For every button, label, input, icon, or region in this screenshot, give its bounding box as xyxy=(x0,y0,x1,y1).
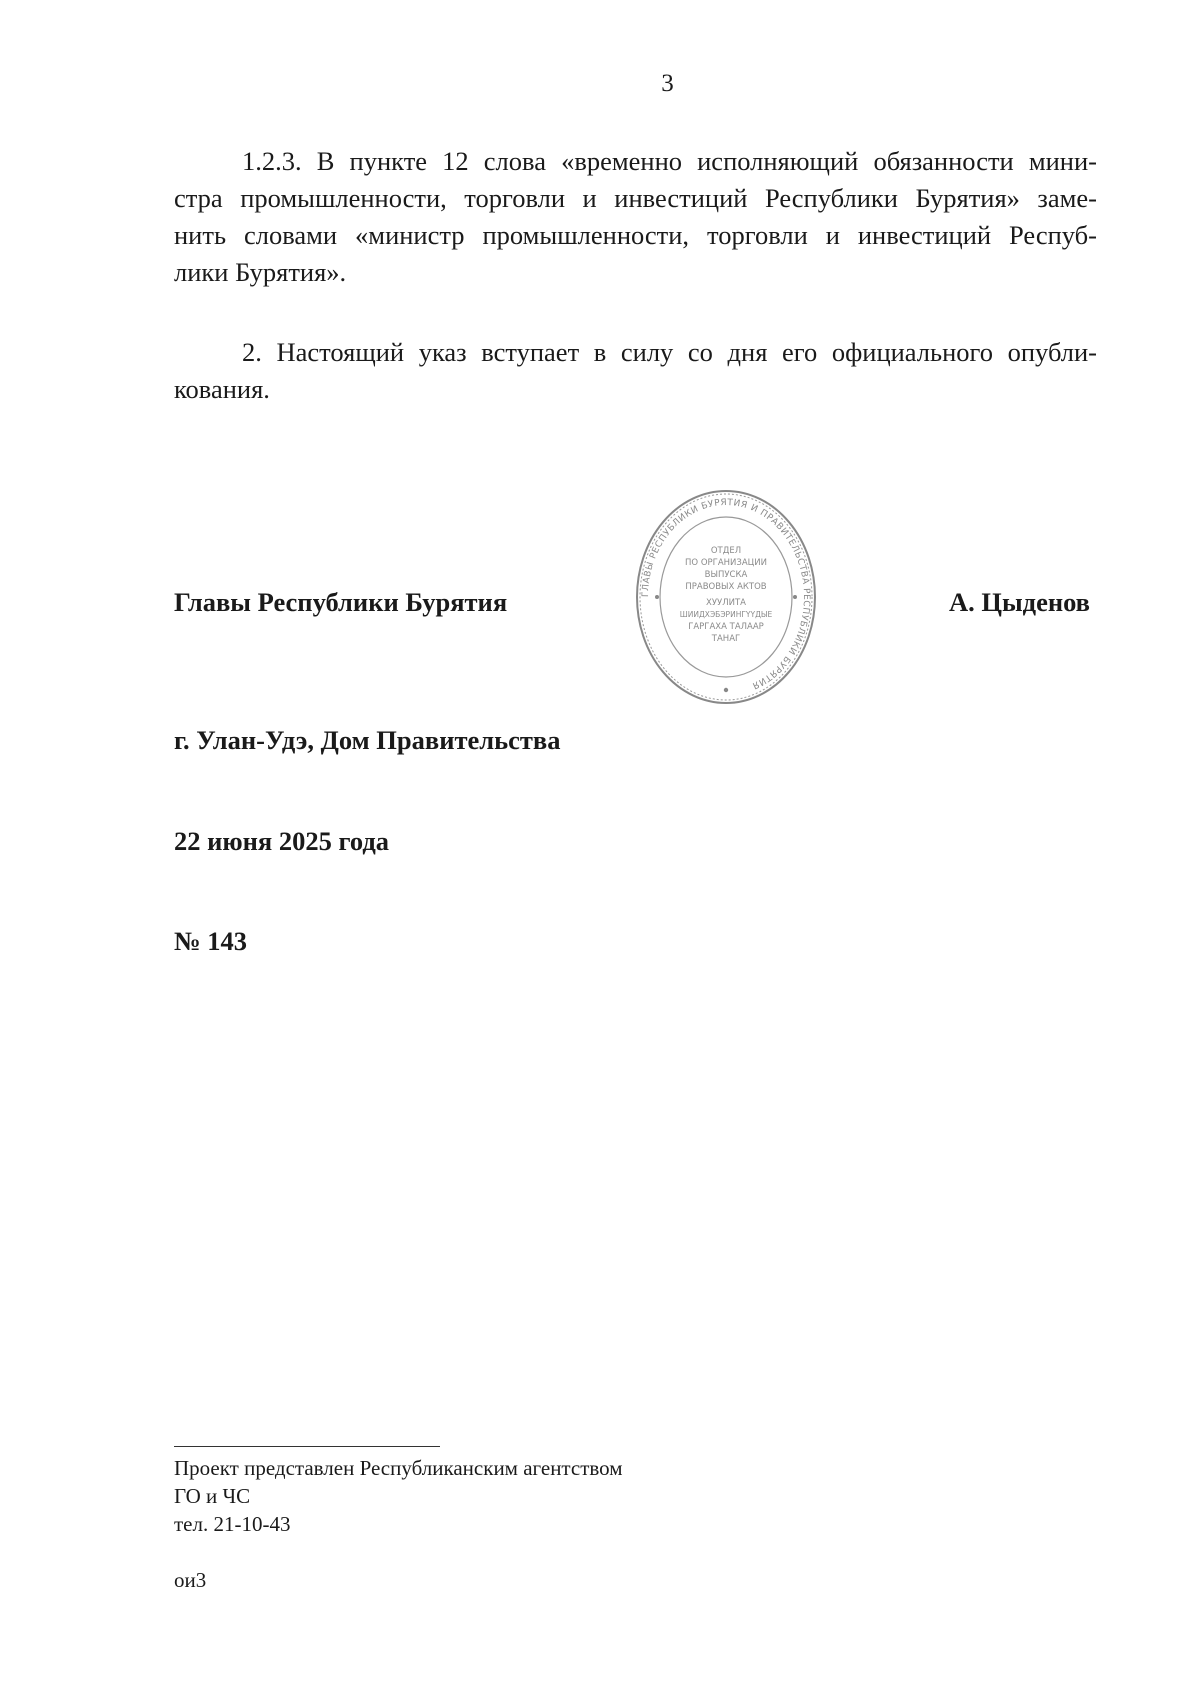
paragraph-line: 1.2.3. В пункте 12 слова «временно исполняющий обязанности мини- xyxy=(242,146,1097,176)
document-code: ои3 xyxy=(174,1568,207,1592)
svg-text:ПО ОРГАНИЗАЦИИ: ПО ОРГАНИЗАЦИИ xyxy=(685,558,767,568)
svg-text:ГАРГАХА ТАЛААР: ГАРГАХА ТАЛААР xyxy=(688,622,764,632)
signatory-name: А. Цыденов xyxy=(948,587,1090,617)
date-of-signing: 22 июня 2025 года xyxy=(174,826,390,856)
signatory-title: Главы Республики Бурятия xyxy=(174,587,508,617)
footnote-divider xyxy=(174,1446,440,1447)
paragraph-line: лики Бурятия». xyxy=(174,257,347,287)
paragraph-amendment-1-2-3 xyxy=(174,143,1097,291)
official-seal-stamp xyxy=(635,487,817,707)
footnote-line: ГО и ЧС xyxy=(174,1484,251,1508)
footnote-phone: тел. 21-10-43 xyxy=(174,1512,291,1536)
paragraph-line: 2. Настоящий указ вступает в силу со дня его официального опубли- xyxy=(242,337,1097,367)
place-of-signing: г. Улан-Удэ, Дом Правительства xyxy=(174,725,561,755)
footnote-line: Проект представлен Республиканским агентством xyxy=(174,1456,623,1480)
svg-text:ГЛАВЫ РЕСПУБЛИКИ БУРЯТИЯ И ПРА: ГЛАВЫ РЕСПУБЛИКИ БУРЯТИЯ И ПРАВИТЕЛЬСТВА РЕСПУБЛИКИ БУРЯТИЯ xyxy=(640,497,812,691)
paragraph-line: стра промышленности, торговли и инвестиций Республики Бурятия» заме- xyxy=(174,183,1097,213)
page-number: 3 xyxy=(661,70,674,97)
paragraph-line: кования. xyxy=(174,374,270,404)
svg-text:ПРАВОВЫХ АКТОВ: ПРАВОВЫХ АКТОВ xyxy=(685,582,767,592)
paragraph-line: нить словами «министр промышленности, торговли и инвестиций Респуб- xyxy=(174,220,1097,250)
svg-text:ШИИДХЭБЭРИНГҮҮДЫЕ: ШИИДХЭБЭРИНГҮҮДЫЕ xyxy=(679,610,773,619)
svg-text:ТАНАГ: ТАНАГ xyxy=(711,634,741,644)
svg-text:ОТДЕЛ: ОТДЕЛ xyxy=(710,546,742,556)
paragraph-entry-into-force xyxy=(174,334,1097,408)
svg-text:ХУУЛИТА: ХУУЛИТА xyxy=(706,598,746,608)
decree-number: № 143 xyxy=(174,926,248,956)
svg-text:ВЫПУСКА: ВЫПУСКА xyxy=(704,570,748,580)
